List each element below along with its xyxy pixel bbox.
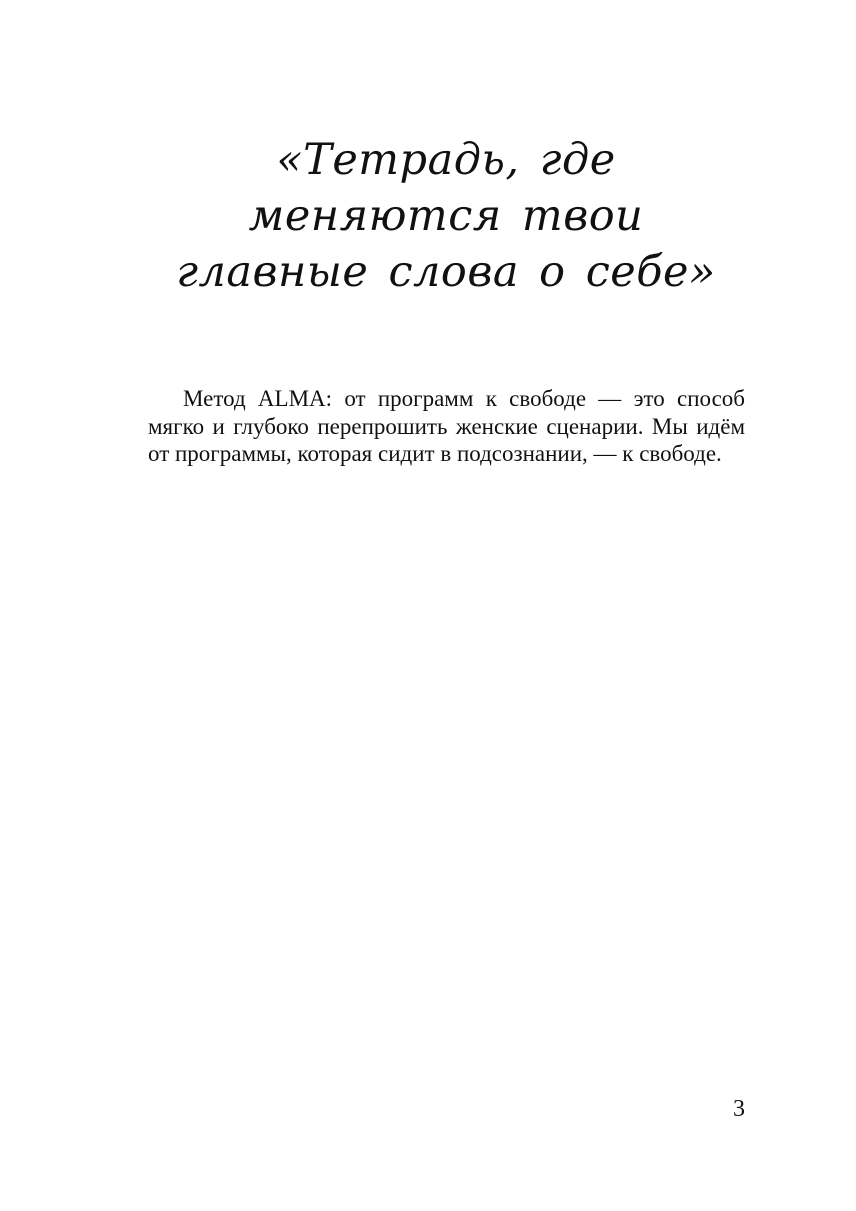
title-line-1: «Тетрадь, где — [276, 135, 616, 185]
title-line-3: главные слова о себе» — [176, 247, 716, 297]
page-number: 3 — [733, 1096, 745, 1122]
body-paragraph: Метод ALMA: от программ к свободе — это способ мягко и глубоко перепрошить женские сценарии. Мы идём от программы, которая сидит в подсознании, — к свободе. — [148, 386, 745, 466]
page-title — [148, 132, 744, 300]
title-line-2: меняются твои — [248, 191, 644, 241]
